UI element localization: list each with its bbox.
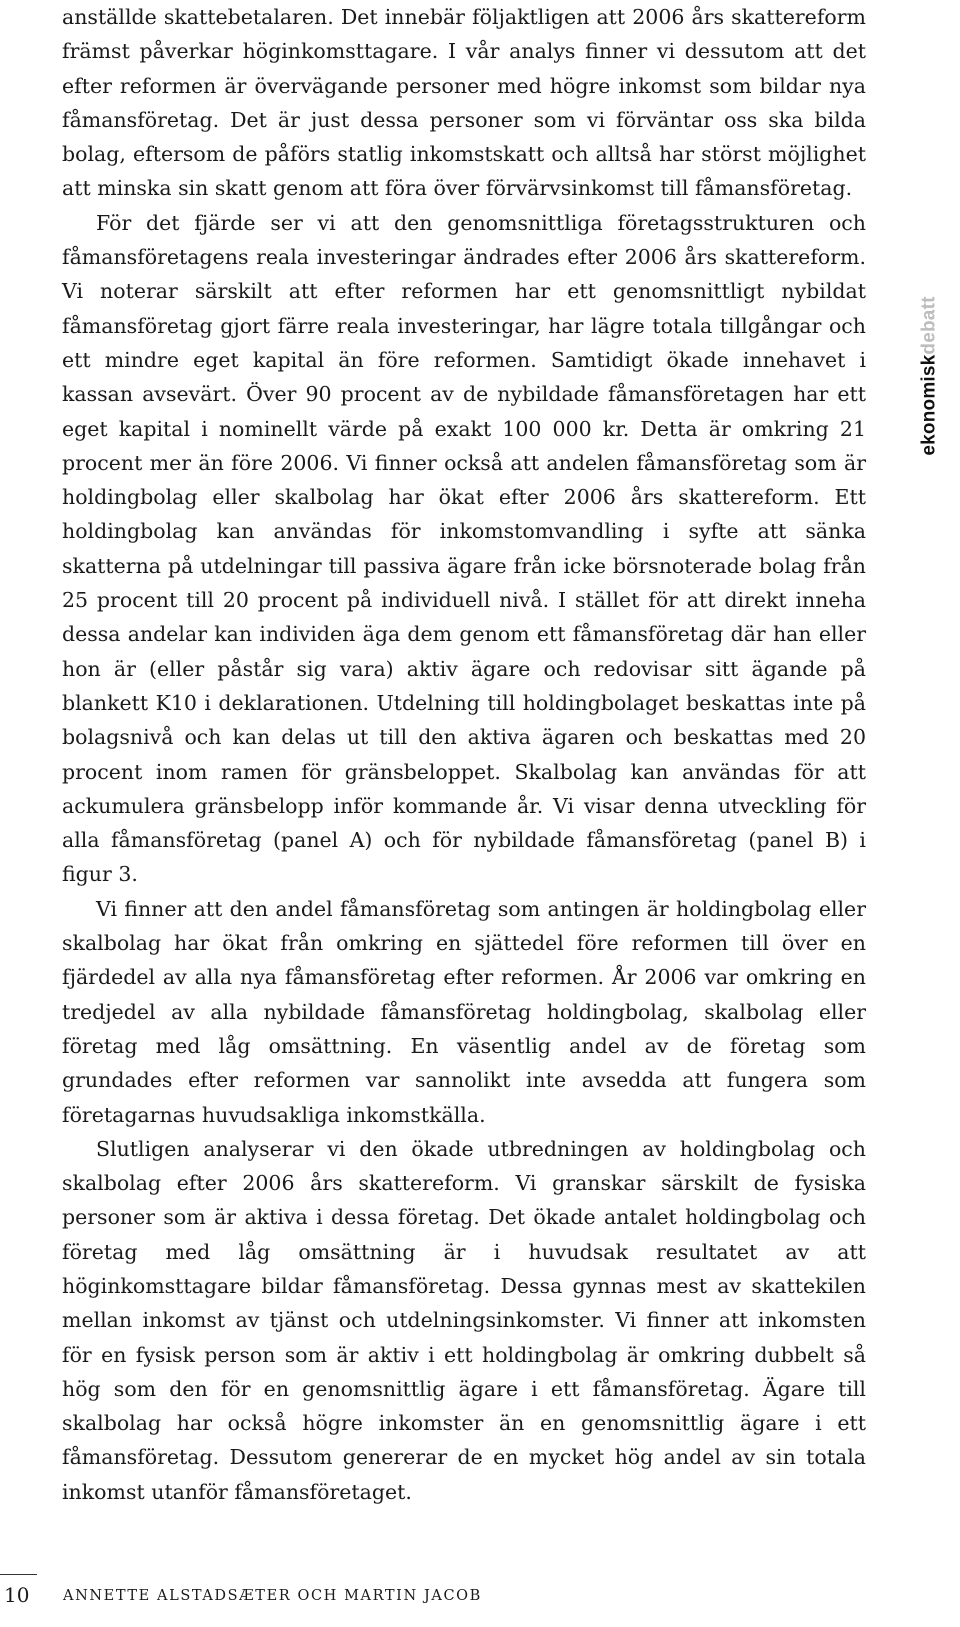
journal-brand-vertical [912,286,948,466]
running-head-authors: ANNETTE ALSTADSÆTER OCH MARTIN JACOB [63,1588,482,1604]
page-number: 10 [4,1583,30,1607]
paragraph-4: Slutligen analyserar vi den ökade utbredningen av holdingbolag och skalbolag efter 2006 års skattereform. Vi granskar särskilt de fysiska personer som är aktiva i dessa företag. Det ökade antalet holdingbolag och företag med låg omsättning är i huvudsak resultatet av att höginkomsttagare bildar fåmansföretag. Dessa gynnas mest av skattekilen mellan inkomst av tjänst och utdelningsinkomster. Vi finner att inkomsten för en fysisk person som är aktiv i ett holdingbolag är omkring dubbelt så hög som den för en genomsnittlig ägare i ett fåmansföretag. Ägare till skalbolag har också högre inkomster än en genomsnittlig ägare i ett fåmansföretag. Dessutom genererar de en mycket hög andel av sin totala inkomst utanför fåmansföretaget. [62,1136,866,1504]
brand-word-ekonomisk: ekonomisk [919,354,941,456]
journal-brand-text [919,296,941,455]
brand-word-debatt: debatt [919,296,941,355]
paragraph-2: För det fjärde ser vi att den genomsnittliga företagsstrukturen och fåmansföretagens reala investeringar ändrades efter 2006 års skattereform. Vi noterar särskilt att efter reformen har ett genomsnittligt nybildat fåmansföretag gjort färre reala investeringar, har lägre totala tillgångar och ett mindre eget kapital än före reformen. Samtidigt ökade innehavet i kassan avsevärt. Över 90 procent av de nybildade fåmansföretagen har ett eget kapital i nominellt värde på exakt 100 000 kr. Detta är omkring 21 procent mer än före 2006. Vi finner också att andelen fåmansföretag som är holdingbolag eller skalbolag har ökat efter 2006 års skattereform. Ett holdingbolag kan användas för inkomstomvandling i syfte att sänka skatterna på utdelningar till passiva ägare från icke börsnoterade bolag från 25 procent till 20 procent på individuell nivå. I stället för att direkt inneha dessa andelar kan individen äga dem genom ett fåmansföretag där han eller hon är (eller påstår sig vara) aktiv ägare och redovisar sitt ägande på blankett K10 i deklarationen. Utdelning till holdingbolaget beskattas inte på bolagsnivå och kan delas ut till den aktiva ägaren och beskattas med 20 procent inom ramen för gränsbeloppet. Skalbolag kan användas för att ackumulera gränsbelopp inför kommande år. Vi visar denna utveckling för alla fåmansföretag (panel A) och för nybildade fåmansföretag (panel B) i figur 3. [62,210,866,887]
paragraph-1: anställde skattebetalaren. Det innebär följaktligen att 2006 års skattereform främst påverkar höginkomsttagare. I vår analys finner vi dessutom att det efter reformen är övervägande personer med högre inkomst som bildar nya fåmansföretag. Det är just dessa personer som vi förväntar oss ska bilda bolag, eftersom de påförs statlig inkomstskatt och alltså har störst möjlighet att minska sin skatt genom att föra över förvärvsinkomst till fåmansföretag. [62,5,866,201]
footer-rule [0,1574,37,1575]
paragraph-3: Vi finner att den andel fåmansföretag som antingen är holdingbolag eller skalbolag har ökat från omkring en sjättedel före reformen till över en fjärdedel av alla nya fåmansföretag efter reformen. År 2006 var omkring en tredjedel av alla nybildade fåmansföretag holdingbolag, skalbolag eller företag med låg omsättning. En väsentlig andel av de företag som grundades efter reformen var sannolikt inte avsedda att fungera som företagarnas huvudsakliga inkomstkälla. [62,896,866,1127]
article-body [62,0,866,1509]
